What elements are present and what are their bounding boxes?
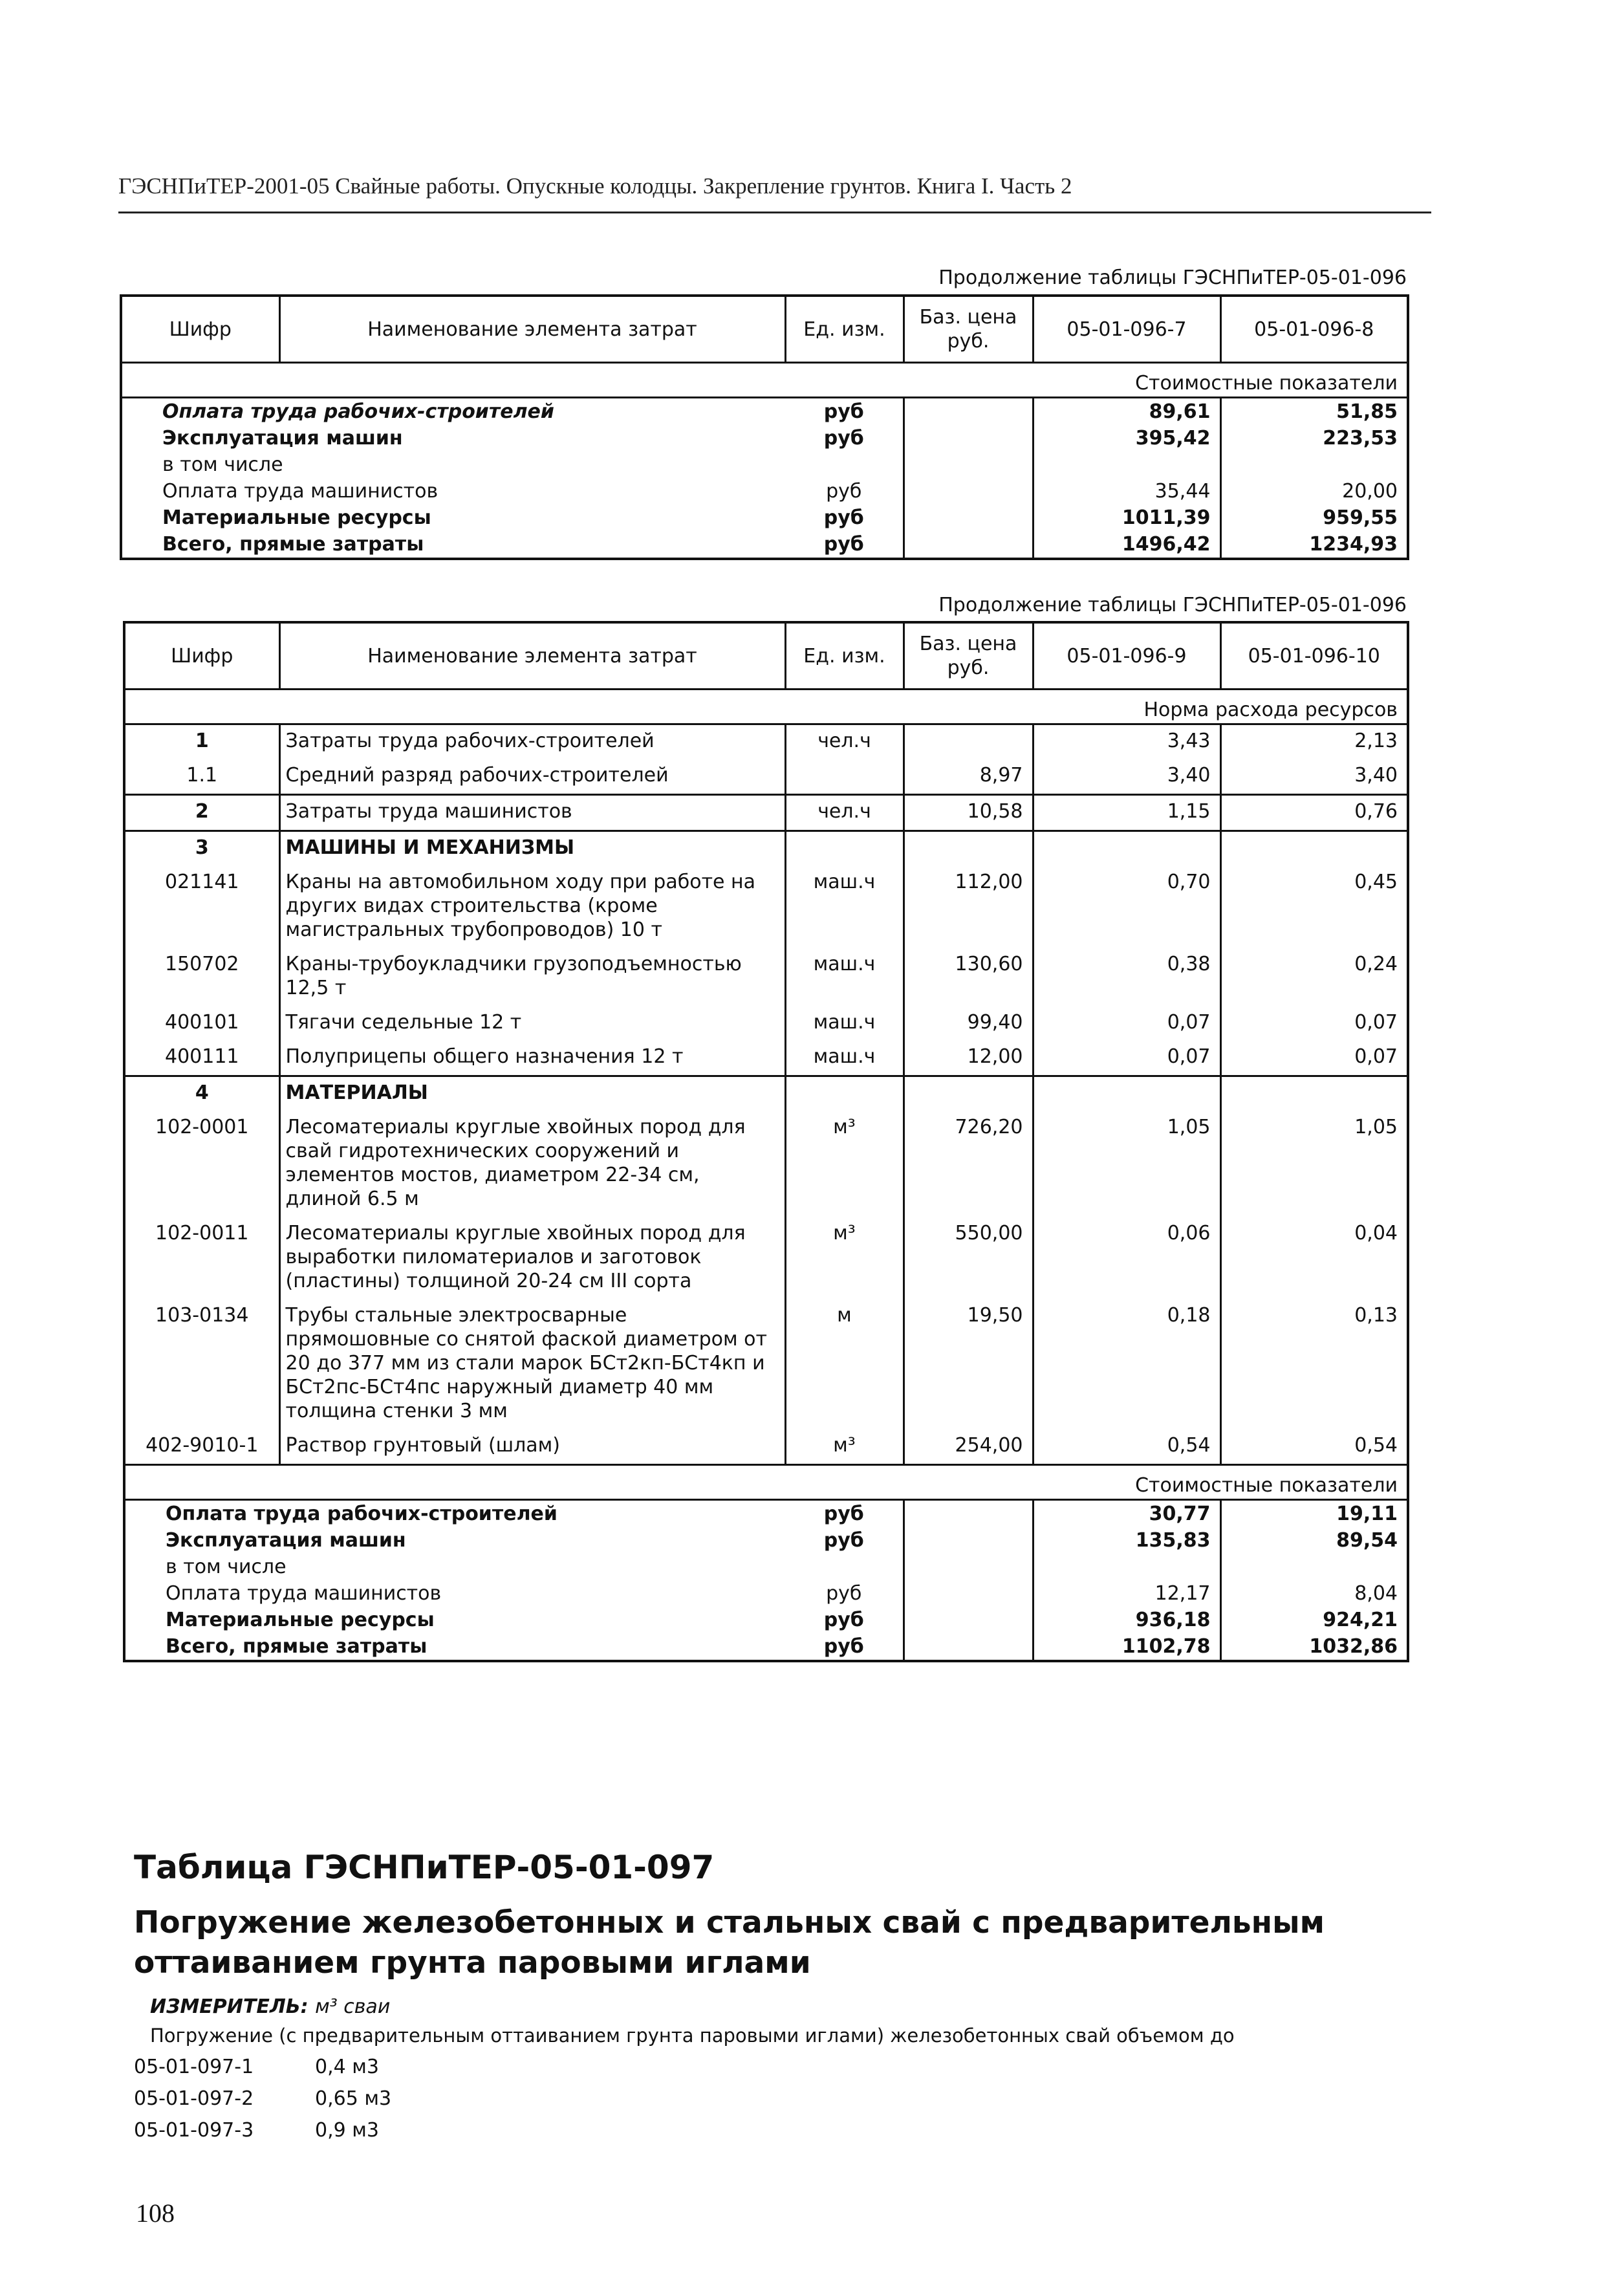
row-value-b: 2,13 [1220, 724, 1408, 760]
cost-table-1 [120, 294, 1409, 560]
cost-section-label: Стоимостные показатели [124, 1465, 1408, 1500]
table-row [124, 724, 1408, 760]
row-value-a [1033, 1554, 1220, 1580]
row-name: Материальные ресурсы [162, 506, 431, 529]
row-value-a: 30,77 [1033, 1500, 1220, 1528]
row-code: 021141 [124, 866, 279, 948]
row-unit: руб [785, 478, 904, 505]
row-value-a: 1011,39 [1033, 505, 1220, 531]
row-price [904, 724, 1033, 760]
row-price [904, 531, 1033, 559]
row-value-a: 1,15 [1033, 795, 1220, 831]
table-row [124, 1580, 1408, 1607]
header-price: Баз. цена руб. [904, 622, 1033, 690]
row-value-b: 51,85 [1336, 400, 1398, 423]
row-price [904, 478, 1033, 505]
row-value-b [1220, 451, 1408, 478]
row-code: 1.1 [124, 759, 279, 795]
row-value-b: 0,54 [1354, 1434, 1398, 1457]
row-value-b: 19,11 [1336, 1503, 1398, 1525]
row-name: Трубы стальные электросварные прямошовные со снятой фаской диаметром от 20 до 377 мм из стали марок БСт2кп-БСт4кп и БСт2пс-БСт4пс наружный диаметр 40 мм толщина стенки 3 мм [279, 1299, 785, 1429]
row-value-a: 135,83 [1033, 1527, 1220, 1554]
norm-section-label: Норма расхода ресурсов [124, 690, 1408, 724]
header-code: Шифр [121, 296, 279, 363]
header-unit: Ед. изм. [785, 622, 904, 690]
row-unit: маш.ч [785, 866, 904, 948]
row-name: Лесоматериалы круглые хвойных пород для свай гидротехнических сооружений и элементов мостов, диаметром 22-34 см, длиной 6.5 м [279, 1111, 785, 1217]
row-unit [785, 1554, 904, 1580]
row-price [904, 398, 1033, 426]
table-row [124, 1527, 1408, 1554]
section-row [121, 363, 1408, 398]
row-value-a: 0,38 [1033, 948, 1220, 1006]
table-header-row [121, 296, 1408, 363]
row-code: 103-0134 [124, 1299, 279, 1429]
variant-code: 05-01-097-3 [134, 2119, 254, 2142]
row-name: Затраты труда машинистов [279, 795, 785, 831]
row-unit: руб [785, 1580, 904, 1607]
row-name: Материальные ресурсы [166, 1609, 435, 1631]
row-price: 112,00 [904, 866, 1033, 948]
row-price [904, 831, 1033, 867]
row-name: Оплата труда рабочих-строителей [166, 1503, 558, 1525]
row-value-b: 1032,86 [1309, 1635, 1398, 1658]
row-name: Оплата труда машинистов [166, 1582, 442, 1605]
row-value-b: 3,40 [1354, 764, 1398, 787]
row-unit: руб [785, 531, 904, 559]
cost-table-2 [123, 621, 1409, 1662]
row-price [904, 425, 1033, 451]
row-value-b: 959,55 [1323, 506, 1398, 529]
row-price: 726,20 [904, 1111, 1033, 1217]
row-code: 102-0001 [124, 1111, 279, 1217]
table-row [121, 478, 1408, 505]
row-value-a: 0,07 [1033, 1006, 1220, 1041]
running-header: ГЭСНПиТЕР-2001-05 Свайные работы. Опускные колодцы. Закрепление грунтов. Книга I. Часть 2 [118, 173, 1072, 199]
row-value-b [1220, 1076, 1408, 1112]
row-name: в том числе [162, 453, 283, 476]
table-row [121, 505, 1408, 531]
measure-unit: м³ сваи [315, 1995, 391, 2018]
table-header-row [124, 622, 1408, 690]
table-row [121, 451, 1408, 478]
row-unit [785, 451, 904, 478]
row-code: 3 [124, 831, 279, 867]
row-unit: м [785, 1299, 904, 1429]
row-value-a: 1496,42 [1033, 531, 1220, 559]
header-name: Наименование элемента затрат [279, 622, 785, 690]
row-price: 99,40 [904, 1006, 1033, 1041]
section-description: Погружение (с предварительным оттаиванием грунта паровыми иглами) железобетонных свай объемом до [150, 2025, 1235, 2047]
table-row [124, 1299, 1408, 1429]
header-code: Шифр [124, 622, 279, 690]
table-row [124, 1607, 1408, 1633]
cost-section-row [124, 1465, 1408, 1500]
row-name: Средний разряд рабочих-строителей [279, 759, 785, 795]
row-price [904, 1607, 1033, 1633]
row-price [904, 1500, 1033, 1528]
row-value-a: 0,70 [1033, 866, 1220, 948]
header-col-b: 05-01-096-10 [1220, 622, 1408, 690]
row-name: Затраты труда рабочих-строителей [279, 724, 785, 760]
list-item [134, 2119, 391, 2151]
row-price [904, 1580, 1033, 1607]
table-row [124, 1500, 1408, 1528]
row-name: Оплата труда машинистов [162, 480, 438, 503]
row-code: 102-0011 [124, 1217, 279, 1299]
table2-summary [124, 1500, 1408, 1662]
row-code: 150702 [124, 948, 279, 1006]
row-value-b: 0,24 [1354, 953, 1398, 975]
table1-continuation-note: Продолжение таблицы ГЭСНПиТЕР-05-01-096 [938, 266, 1407, 289]
row-price [904, 1076, 1033, 1112]
header-col-b: 05-01-096-8 [1220, 296, 1408, 363]
row-name: Раствор грунтовый (шлам) [279, 1429, 785, 1465]
row-value-a: 936,18 [1033, 1607, 1220, 1633]
section-label: Стоимостные показатели [121, 363, 1408, 398]
header-rule [118, 212, 1431, 213]
row-value-b: 8,04 [1354, 1582, 1398, 1605]
row-value-b: 1234,93 [1309, 533, 1398, 556]
row-value-a: 1,05 [1033, 1111, 1220, 1217]
row-value-a: 12,17 [1033, 1580, 1220, 1607]
row-unit: маш.ч [785, 948, 904, 1006]
variant-code: 05-01-097-1 [134, 2056, 254, 2078]
table-row [124, 1633, 1408, 1661]
measure-label: ИЗМЕРИТЕЛЬ: [150, 1995, 309, 2018]
row-price [904, 505, 1033, 531]
row-price: 12,00 [904, 1041, 1033, 1076]
row-unit: руб [785, 1633, 904, 1661]
row-value-b [1220, 831, 1408, 867]
row-value-a: 1102,78 [1033, 1633, 1220, 1661]
row-unit [785, 831, 904, 867]
table-row [124, 1429, 1408, 1465]
row-code: 1 [124, 724, 279, 760]
row-unit: руб [785, 425, 904, 451]
list-item [134, 2087, 391, 2119]
table-row [124, 795, 1408, 831]
list-item [134, 2056, 391, 2087]
table2-body [124, 724, 1408, 1465]
row-code: 400101 [124, 1006, 279, 1041]
row-name: Эксплуатация машин [166, 1529, 406, 1552]
row-price: 550,00 [904, 1217, 1033, 1299]
row-value-a: 0,54 [1033, 1429, 1220, 1465]
row-unit: руб [785, 505, 904, 531]
table-row [124, 1076, 1408, 1112]
row-value-b: 0,45 [1354, 871, 1398, 893]
row-unit: руб [785, 398, 904, 426]
row-code: 4 [124, 1076, 279, 1112]
table-row [121, 398, 1408, 426]
header-col-a: 05-01-096-9 [1033, 622, 1220, 690]
header-name: Наименование элемента затрат [279, 296, 785, 363]
row-code: 400111 [124, 1041, 279, 1076]
row-unit: м³ [785, 1217, 904, 1299]
row-value-a [1033, 451, 1220, 478]
row-price: 254,00 [904, 1429, 1033, 1465]
row-unit: чел.ч [785, 795, 904, 831]
table-row [121, 531, 1408, 559]
row-value-b: 89,54 [1336, 1529, 1398, 1552]
variant-value: 0,65 м3 [315, 2087, 392, 2110]
variant-list [134, 2056, 391, 2151]
table-row [124, 759, 1408, 795]
row-name: Тягачи седельные 12 т [279, 1006, 785, 1041]
row-name: МАТЕРИАЛЫ [279, 1076, 785, 1112]
row-price: 8,97 [904, 759, 1033, 795]
row-value-a [1033, 1076, 1220, 1112]
row-price: 130,60 [904, 948, 1033, 1006]
row-value-a: 0,06 [1033, 1217, 1220, 1299]
row-unit: руб [785, 1500, 904, 1528]
table-row [124, 1554, 1408, 1580]
header-col-a: 05-01-096-7 [1033, 296, 1220, 363]
table-row [124, 831, 1408, 867]
row-value-a: 3,40 [1033, 759, 1220, 795]
row-unit: м³ [785, 1111, 904, 1217]
row-unit: руб [785, 1527, 904, 1554]
row-name: Полуприцепы общего назначения 12 т [279, 1041, 785, 1076]
row-value-a: 0,07 [1033, 1041, 1220, 1076]
variant-code: 05-01-097-2 [134, 2087, 254, 2110]
section-title: Таблица ГЭСНПиТЕР-05-01-097 [134, 1849, 715, 1886]
row-price [904, 1527, 1033, 1554]
row-unit [785, 1076, 904, 1112]
row-value-b: 0,07 [1354, 1011, 1398, 1034]
row-value-a: 89,61 [1033, 398, 1220, 426]
row-unit [785, 759, 904, 795]
row-value-b: 0,04 [1354, 1222, 1398, 1244]
page-number: 108 [136, 2199, 175, 2228]
row-name: Лесоматериалы круглые хвойных пород для выработки пиломатериалов и заготовок (пластины) толщиной 20-24 см III сорта [279, 1217, 785, 1299]
row-price: 19,50 [904, 1299, 1033, 1429]
row-name: в том числе [166, 1556, 287, 1578]
row-name: Оплата труда рабочих-строителей [162, 400, 554, 423]
row-price [904, 1633, 1033, 1661]
row-value-a: 35,44 [1033, 478, 1220, 505]
row-name: Всего, прямые затраты [166, 1635, 428, 1658]
section-subtitle: Погружение железобетонных и стальных свай с предварительным оттаиванием грунта паровыми иглами [134, 1905, 1325, 1981]
row-value-a: 3,43 [1033, 724, 1220, 760]
row-unit: чел.ч [785, 724, 904, 760]
table-row [121, 425, 1408, 451]
variant-value: 0,9 м3 [315, 2119, 379, 2142]
table2-continuation-note: Продолжение таблицы ГЭСНПиТЕР-05-01-096 [938, 594, 1407, 616]
table1-body [121, 398, 1408, 560]
row-value-b: 223,53 [1323, 427, 1398, 450]
header-price: Баз. цена руб. [904, 296, 1033, 363]
row-code: 402-9010-1 [124, 1429, 279, 1465]
table-row [124, 1111, 1408, 1217]
table-row [124, 1041, 1408, 1076]
row-code: 2 [124, 795, 279, 831]
table-row [124, 948, 1408, 1006]
row-unit: маш.ч [785, 1041, 904, 1076]
row-value-a [1033, 831, 1220, 867]
row-value-b: 0,76 [1220, 795, 1408, 831]
row-name: МАШИНЫ И МЕХАНИЗМЫ [279, 831, 785, 867]
norm-section-row [124, 690, 1408, 724]
row-value-b: 924,21 [1323, 1609, 1398, 1631]
table-row [124, 1006, 1408, 1041]
row-value-b: 20,00 [1342, 480, 1398, 503]
row-name: Краны-трубоукладчики грузоподъемностью 12,5 т [279, 948, 785, 1006]
row-value-b: 0,13 [1354, 1304, 1398, 1327]
table-row [124, 866, 1408, 948]
row-unit: руб [785, 1607, 904, 1633]
table-row [124, 1217, 1408, 1299]
row-unit: м³ [785, 1429, 904, 1465]
row-value-a: 0,18 [1033, 1299, 1220, 1429]
row-value-a: 395,42 [1033, 425, 1220, 451]
row-value-b [1220, 1554, 1408, 1580]
row-price [904, 1554, 1033, 1580]
row-value-b: 0,07 [1354, 1045, 1398, 1068]
row-value-b: 1,05 [1354, 1116, 1398, 1138]
row-name: Всего, прямые затраты [162, 533, 424, 556]
row-name: Эксплуатация машин [162, 427, 403, 450]
row-price: 10,58 [904, 795, 1033, 831]
header-unit: Ед. изм. [785, 296, 904, 363]
row-name: Краны на автомобильном ходу при работе на других видах строительства (кроме магистральных трубопроводов) 10 т [279, 866, 785, 948]
variant-value: 0,4 м3 [315, 2056, 379, 2078]
row-price [904, 451, 1033, 478]
measure-line [150, 1995, 390, 2018]
row-unit: маш.ч [785, 1006, 904, 1041]
